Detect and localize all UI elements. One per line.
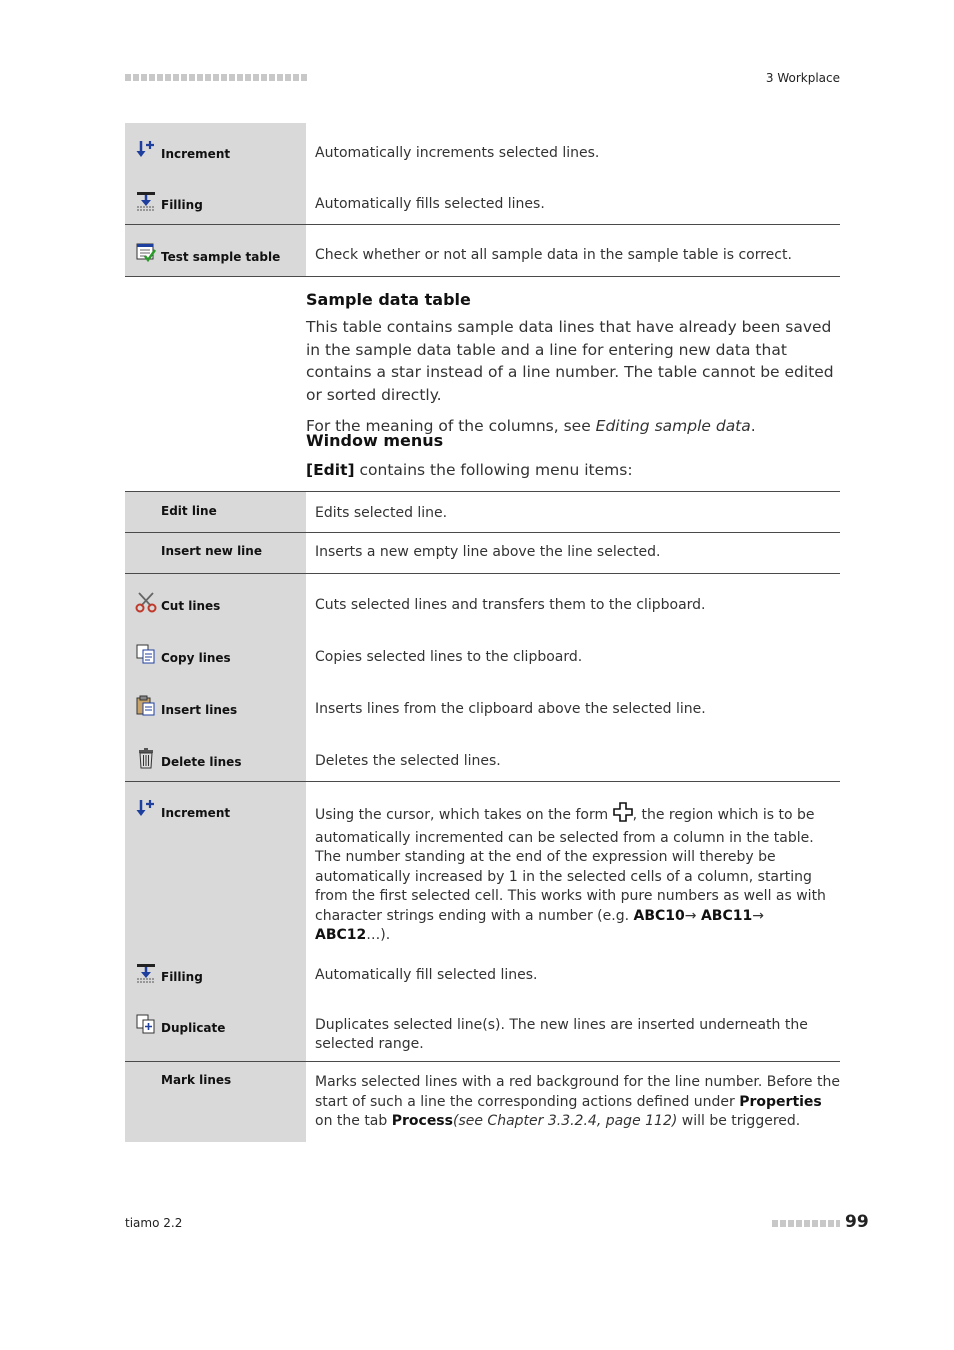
test-table-icon [135, 242, 157, 264]
row-description: Check whether or not all sample data in the sample table is correct. [315, 246, 792, 263]
row-label: Filling [125, 174, 306, 212]
row-description: Using the cursor, which takes on the form , the region which is to be automatically incremented can be selected from a column in the table. The number standing at the end of the expression will thereby be automatically increased by 1 in the selected cells of a column, starting from the first selected cell. This works with pure numbers as well as with character strings ending with a number (e.g. ABC10→ ABC11→ ABC12…). [315, 782, 840, 946]
table-row [125, 224, 840, 276]
table-row [125, 574, 840, 626]
row-description: Copies selected lines to the clipboard. [315, 648, 583, 665]
page-number: 99 [845, 1212, 869, 1232]
scissors-icon [135, 591, 157, 613]
row-label: Filling [125, 946, 306, 984]
increment-icon [135, 798, 157, 820]
table-row [125, 946, 840, 997]
row-label: Copy lines [125, 626, 306, 665]
footer-product: tiamo 2.2 [125, 1216, 183, 1230]
row-description: Cuts selected lines and transfers them to the clipboard. [315, 597, 706, 613]
table-row [125, 997, 840, 1062]
trash-icon [135, 747, 157, 769]
row-description: Automatically increments selected lines. [315, 145, 600, 161]
row-description: Deletes the selected lines. [315, 752, 501, 769]
row-description: Edits selected line. [315, 505, 448, 521]
filling-icon [135, 190, 157, 212]
filling-icon [135, 962, 157, 984]
toolbar-functions-table [125, 123, 840, 277]
row-label: Test sample table [125, 225, 306, 264]
row-label: Insert new line [161, 544, 262, 558]
column-meaning-text: For the meaning of the columns, see Editing sample data. [306, 417, 756, 435]
row-description: Inserts lines from the clipboard above the selected line. [315, 700, 706, 717]
row-label: Cut lines [125, 574, 306, 613]
copy-icon [135, 643, 157, 665]
row-label: Duplicate [125, 997, 306, 1035]
table-row [125, 533, 840, 574]
section-paragraph: This table contains sample data lines that have already been saved in the sample data table and a line for entering new data that contains a star instead of a line number. The table cannot be edited or sorted directly. [306, 318, 834, 404]
row-label: Mark lines [161, 1073, 232, 1087]
row-label: Edit line [161, 504, 217, 518]
edit-menu-intro: [Edit] contains the following menu items: [306, 461, 633, 479]
section-heading: Sample data table [306, 290, 471, 309]
row-description: Automatically fills selected lines. [315, 196, 545, 212]
sample-data-section [306, 290, 840, 438]
edit-menu-table [125, 491, 840, 1142]
footer-decoration [772, 1220, 840, 1227]
row-label: Increment [125, 782, 306, 820]
paste-icon [135, 695, 157, 717]
duplicate-icon [135, 1013, 157, 1035]
table-row [125, 174, 840, 224]
row-description: Inserts a new empty line above the line selected. [315, 544, 661, 560]
row-description: Marks selected lines with a red background for the line number. Before the start of such a line the corresponding actions defined under Properties on the tab Process(see Chapter 3.3.2.4, page 112) will be triggered. [315, 1074, 840, 1129]
section-heading: Window menus [306, 431, 444, 450]
table-row [125, 782, 840, 946]
table-row [125, 678, 840, 730]
row-label: Insert lines [125, 678, 306, 717]
increment-icon [135, 139, 157, 161]
table-row [125, 123, 840, 174]
row-label: Increment [125, 123, 306, 161]
row-label: Delete lines [125, 730, 306, 769]
chapter-reference-link[interactable]: (see Chapter 3.3.2.4, page 112) [452, 1113, 678, 1129]
table-row [125, 626, 840, 678]
window-menus-section [306, 431, 840, 482]
editing-sample-data-link[interactable]: Editing sample data [595, 417, 751, 435]
table-row [125, 492, 840, 533]
header-section-title: 3 Workplace [765, 71, 840, 85]
header-decoration [125, 74, 307, 81]
row-description: Duplicates selected line(s). The new lines are inserted underneath the selected range. [315, 1016, 808, 1052]
table-row [125, 1062, 840, 1142]
row-description: Automatically fill selected lines. [315, 966, 538, 983]
table-row [125, 730, 840, 782]
cross-cursor-icon [613, 802, 633, 829]
